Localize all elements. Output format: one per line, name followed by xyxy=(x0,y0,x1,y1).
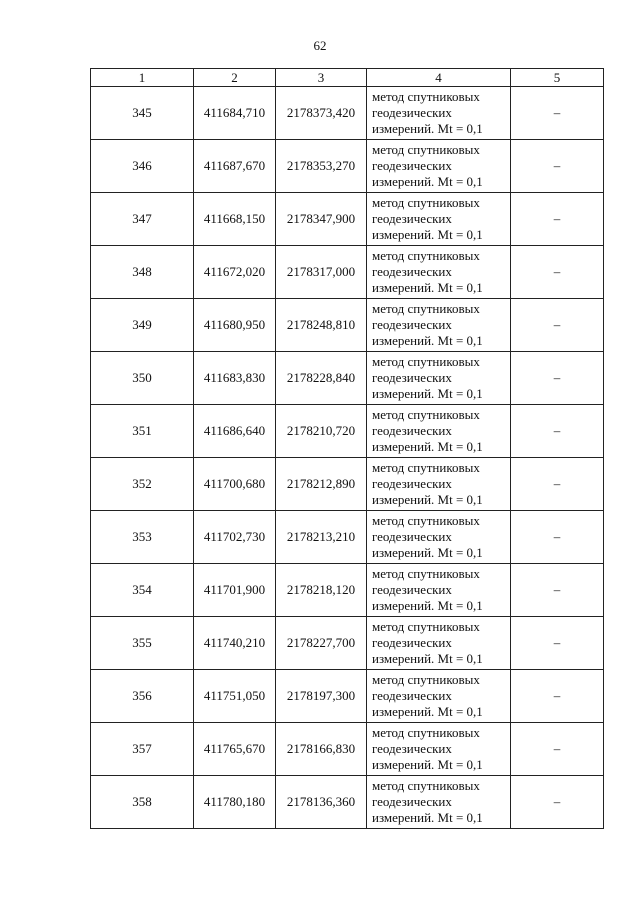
method-text-line: геодезических xyxy=(372,794,452,809)
y-coordinate-cell: 2178213,210 xyxy=(276,511,367,564)
method-text-line: измерений. Mt = 0,1 xyxy=(372,174,483,189)
note-cell: – xyxy=(511,87,604,140)
method-cell xyxy=(367,776,511,829)
method-text-line: геодезических xyxy=(372,105,452,120)
x-coordinate-cell: 411672,020 xyxy=(194,246,276,299)
column-header: 3 xyxy=(276,69,367,87)
table-row xyxy=(91,87,604,140)
method-text-line: геодезических xyxy=(372,688,452,703)
method-text-line: метод спутниковых xyxy=(372,248,480,263)
method-cell xyxy=(367,670,511,723)
x-coordinate-cell: 411740,210 xyxy=(194,617,276,670)
x-coordinate-cell: 411780,180 xyxy=(194,776,276,829)
x-coordinate-cell: 411680,950 xyxy=(194,299,276,352)
method-cell xyxy=(367,723,511,776)
method-text-line: геодезических xyxy=(372,370,452,385)
note-cell: – xyxy=(511,405,604,458)
method-text-line: метод спутниковых xyxy=(372,301,480,316)
method-text-line: измерений. Mt = 0,1 xyxy=(372,757,483,772)
method-cell xyxy=(367,87,511,140)
x-coordinate-cell: 411684,710 xyxy=(194,87,276,140)
point-number-cell: 347 xyxy=(91,193,194,246)
method-text-line: метод спутниковых xyxy=(372,460,480,475)
x-coordinate-cell: 411687,670 xyxy=(194,140,276,193)
method-text-line: метод спутниковых xyxy=(372,619,480,634)
method-cell xyxy=(367,246,511,299)
table-row xyxy=(91,352,604,405)
y-coordinate-cell: 2178212,890 xyxy=(276,458,367,511)
table-row xyxy=(91,458,604,511)
method-text-line: метод спутниковых xyxy=(372,354,480,369)
column-header: 2 xyxy=(194,69,276,87)
method-cell xyxy=(367,458,511,511)
x-coordinate-cell: 411683,830 xyxy=(194,352,276,405)
method-text-line: измерений. Mt = 0,1 xyxy=(372,333,483,348)
method-text-line: геодезических xyxy=(372,317,452,332)
method-cell xyxy=(367,564,511,617)
method-text-line: измерений. Mt = 0,1 xyxy=(372,492,483,507)
method-cell xyxy=(367,352,511,405)
method-text-line: измерений. Mt = 0,1 xyxy=(372,439,483,454)
table-row xyxy=(91,140,604,193)
method-cell xyxy=(367,299,511,352)
coordinates-table xyxy=(90,68,604,829)
method-text-line: измерений. Mt = 0,1 xyxy=(372,386,483,401)
method-text-line: метод спутниковых xyxy=(372,778,480,793)
point-number-cell: 354 xyxy=(91,564,194,617)
y-coordinate-cell: 2178218,120 xyxy=(276,564,367,617)
method-cell xyxy=(367,617,511,670)
point-number-cell: 356 xyxy=(91,670,194,723)
point-number-cell: 357 xyxy=(91,723,194,776)
table-row xyxy=(91,246,604,299)
x-coordinate-cell: 411702,730 xyxy=(194,511,276,564)
method-text-line: метод спутниковых xyxy=(372,672,480,687)
x-coordinate-cell: 411701,900 xyxy=(194,564,276,617)
y-coordinate-cell: 2178347,900 xyxy=(276,193,367,246)
note-cell: – xyxy=(511,140,604,193)
table-row xyxy=(91,670,604,723)
x-coordinate-cell: 411700,680 xyxy=(194,458,276,511)
method-text-line: геодезических xyxy=(372,423,452,438)
method-text-line: измерений. Mt = 0,1 xyxy=(372,227,483,242)
y-coordinate-cell: 2178227,700 xyxy=(276,617,367,670)
method-text-line: метод спутниковых xyxy=(372,513,480,528)
x-coordinate-cell: 411765,670 xyxy=(194,723,276,776)
note-cell: – xyxy=(511,193,604,246)
note-cell: – xyxy=(511,617,604,670)
method-cell xyxy=(367,405,511,458)
note-cell: – xyxy=(511,776,604,829)
table-row xyxy=(91,617,604,670)
table-row xyxy=(91,564,604,617)
y-coordinate-cell: 2178136,360 xyxy=(276,776,367,829)
method-text-line: геодезических xyxy=(372,476,452,491)
point-number-cell: 349 xyxy=(91,299,194,352)
y-coordinate-cell: 2178197,300 xyxy=(276,670,367,723)
page-number: 62 xyxy=(313,38,327,53)
y-coordinate-cell: 2178317,000 xyxy=(276,246,367,299)
point-number-cell: 350 xyxy=(91,352,194,405)
method-text-line: метод спутниковых xyxy=(372,407,480,422)
method-text-line: измерений. Mt = 0,1 xyxy=(372,810,483,825)
method-text-line: геодезических xyxy=(372,741,452,756)
method-text-line: метод спутниковых xyxy=(372,566,480,581)
x-coordinate-cell: 411668,150 xyxy=(194,193,276,246)
table-body xyxy=(91,87,604,829)
method-cell xyxy=(367,193,511,246)
point-number-cell: 355 xyxy=(91,617,194,670)
note-cell: – xyxy=(511,352,604,405)
method-text-line: измерений. Mt = 0,1 xyxy=(372,121,483,136)
method-text-line: измерений. Mt = 0,1 xyxy=(372,598,483,613)
method-text-line: геодезических xyxy=(372,264,452,279)
x-coordinate-cell: 411751,050 xyxy=(194,670,276,723)
table-row xyxy=(91,776,604,829)
column-header: 5 xyxy=(511,69,604,87)
table-header-row xyxy=(91,69,604,87)
point-number-cell: 348 xyxy=(91,246,194,299)
y-coordinate-cell: 2178166,830 xyxy=(276,723,367,776)
method-text-line: измерений. Mt = 0,1 xyxy=(372,545,483,560)
table-row xyxy=(91,299,604,352)
point-number-cell: 358 xyxy=(91,776,194,829)
method-text-line: метод спутниковых xyxy=(372,89,480,104)
method-text-line: измерений. Mt = 0,1 xyxy=(372,704,483,719)
method-text-line: измерений. Mt = 0,1 xyxy=(372,651,483,666)
point-number-cell: 353 xyxy=(91,511,194,564)
note-cell: – xyxy=(511,564,604,617)
point-number-cell: 351 xyxy=(91,405,194,458)
y-coordinate-cell: 2178228,840 xyxy=(276,352,367,405)
note-cell: – xyxy=(511,246,604,299)
method-text-line: метод спутниковых xyxy=(372,725,480,740)
table-row xyxy=(91,405,604,458)
method-text-line: геодезических xyxy=(372,635,452,650)
method-cell xyxy=(367,140,511,193)
method-text-line: геодезических xyxy=(372,582,452,597)
y-coordinate-cell: 2178373,420 xyxy=(276,87,367,140)
table-row xyxy=(91,511,604,564)
note-cell: – xyxy=(511,458,604,511)
table-row xyxy=(91,193,604,246)
note-cell: – xyxy=(511,299,604,352)
method-text-line: метод спутниковых xyxy=(372,195,480,210)
y-coordinate-cell: 2178353,270 xyxy=(276,140,367,193)
note-cell: – xyxy=(511,670,604,723)
y-coordinate-cell: 2178210,720 xyxy=(276,405,367,458)
column-header: 1 xyxy=(91,69,194,87)
note-cell: – xyxy=(511,723,604,776)
y-coordinate-cell: 2178248,810 xyxy=(276,299,367,352)
method-text-line: геодезических xyxy=(372,529,452,544)
method-text-line: метод спутниковых xyxy=(372,142,480,157)
point-number-cell: 346 xyxy=(91,140,194,193)
table-row xyxy=(91,723,604,776)
method-cell xyxy=(367,511,511,564)
note-cell: – xyxy=(511,511,604,564)
point-number-cell: 345 xyxy=(91,87,194,140)
column-header: 4 xyxy=(367,69,511,87)
x-coordinate-cell: 411686,640 xyxy=(194,405,276,458)
method-text-line: измерений. Mt = 0,1 xyxy=(372,280,483,295)
point-number-cell: 352 xyxy=(91,458,194,511)
method-text-line: геодезических xyxy=(372,211,452,226)
method-text-line: геодезических xyxy=(372,158,452,173)
